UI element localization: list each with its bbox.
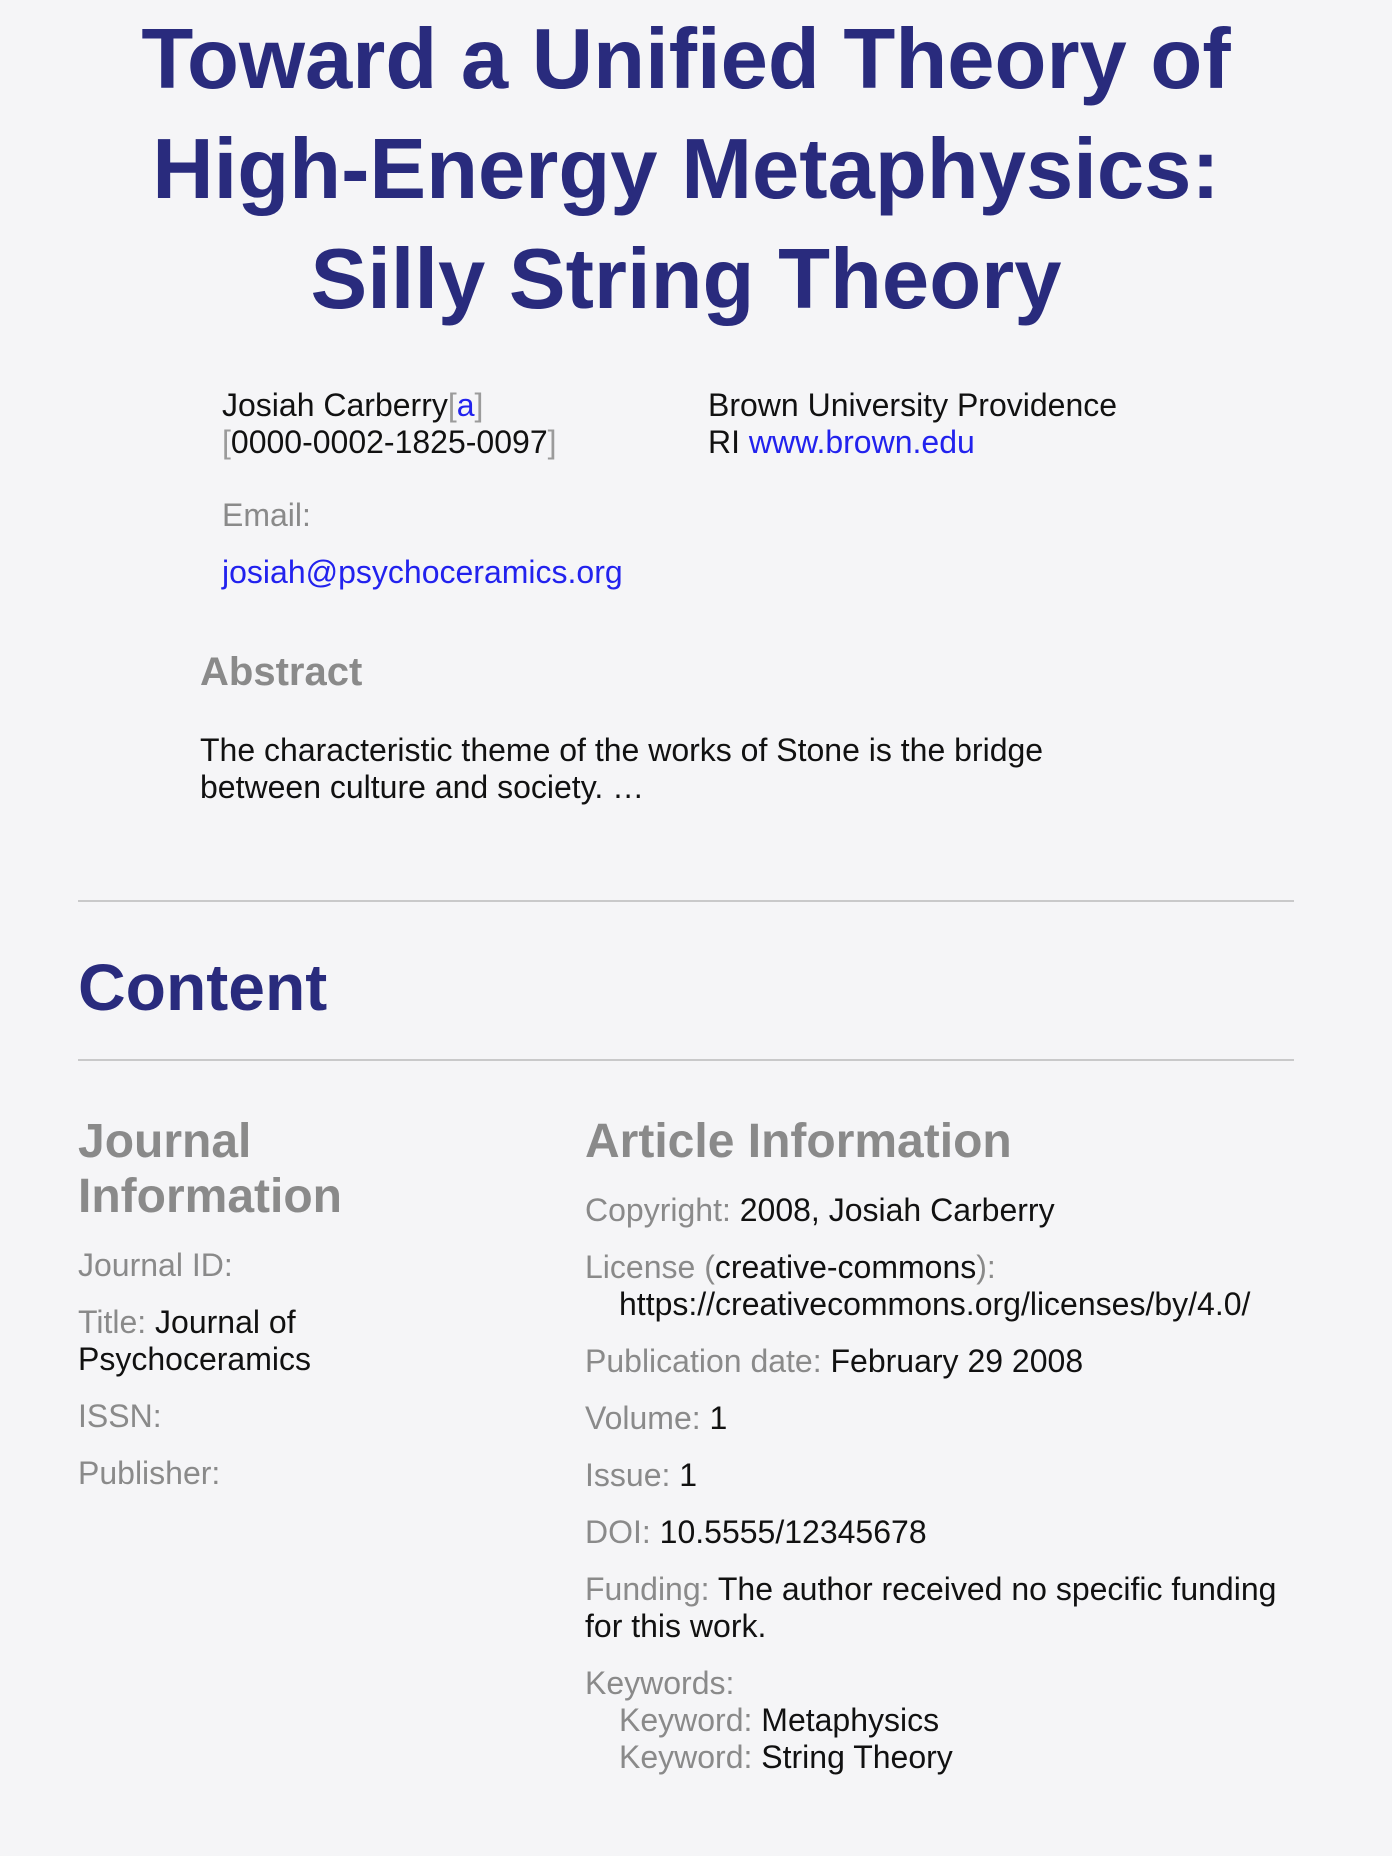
- email-label: Email:: [222, 497, 311, 533]
- publisher-row: [78, 1455, 503, 1492]
- volume-value: 1: [709, 1400, 728, 1436]
- author-footnote-link[interactable]: a: [456, 387, 475, 423]
- article-title: Toward a Unified Theory of High-Energy Metaphysics: Silly String Theory: [141, 12, 1231, 327]
- keyword-value: Metaphysics: [761, 1702, 940, 1738]
- doi-label: DOI:: [585, 1514, 660, 1550]
- journal-id-label: Journal ID:: [78, 1247, 233, 1283]
- content-heading: Content: [78, 950, 328, 1024]
- license-url: https://creativecommons.org/licenses/by/4.0/: [619, 1286, 1251, 1322]
- funding-row: [585, 1571, 1294, 1645]
- journal-information-column: [78, 1114, 503, 1512]
- footnote-bracket-close: ]: [474, 387, 484, 423]
- license-type: creative-commons: [714, 1249, 977, 1285]
- author-column: [222, 387, 708, 461]
- abstract-text: The characteristic theme of the works of Stone is the bridge between culture and society. …: [200, 732, 1044, 805]
- journal-title-value: Journal of Psychoceramics: [78, 1304, 311, 1377]
- volume-row: [585, 1400, 1294, 1437]
- abstract-section: [200, 649, 1140, 806]
- journal-id-row: [78, 1247, 503, 1284]
- publication-date-value: February 29 2008: [830, 1343, 1084, 1379]
- funding-label: Funding:: [585, 1571, 718, 1607]
- doi-value: 10.5555/12345678: [659, 1514, 927, 1550]
- issue-value: 1: [679, 1457, 698, 1493]
- copyright-value: 2008, Josiah Carberry: [739, 1192, 1055, 1228]
- publication-date-row: [585, 1343, 1294, 1380]
- affiliation-state: RI: [708, 424, 749, 460]
- footnote-bracket-open: [: [447, 387, 457, 423]
- license-label-pre: License (: [585, 1249, 715, 1285]
- journal-title-label: Title:: [78, 1304, 156, 1340]
- publisher-label: Publisher:: [78, 1455, 221, 1491]
- journal-title-row: [78, 1304, 503, 1378]
- funding-value: The author received no specific funding for this work.: [585, 1571, 1277, 1644]
- keyword-value: String Theory: [761, 1739, 953, 1775]
- journal-information-heading: Journal Information: [78, 1115, 342, 1223]
- keywords-row: [585, 1665, 1294, 1776]
- author-name-line: [222, 387, 708, 461]
- keywords-label: Keywords:: [585, 1665, 735, 1701]
- affiliation-name: Brown University Providence: [708, 387, 1118, 423]
- email-block: [222, 497, 1294, 591]
- orcid-bracket-close: ]: [547, 424, 557, 460]
- orcid-bracket-open: [: [222, 424, 231, 460]
- author-orcid: 0000-0002-1825-0097: [230, 424, 548, 460]
- divider-bottom: [78, 1059, 1294, 1061]
- email-address-line: [222, 554, 1294, 591]
- email-address-link[interactable]: josiah@psychoceramics.org: [222, 554, 623, 590]
- author-name: Josiah Carberry: [222, 387, 448, 423]
- affiliation-line: [708, 387, 1294, 461]
- keyword-label: Keyword:: [619, 1702, 762, 1738]
- issue-label: Issue:: [585, 1457, 680, 1493]
- keyword-label: Keyword:: [619, 1739, 762, 1775]
- volume-label: Volume:: [585, 1400, 710, 1436]
- copyright-row: [585, 1192, 1294, 1229]
- publication-date-label: Publication date:: [585, 1343, 831, 1379]
- issn-row: [78, 1398, 503, 1435]
- article-information-column: [585, 1114, 1294, 1796]
- affiliation-website-link[interactable]: www.brown.edu: [748, 424, 975, 460]
- abstract-heading: Abstract: [200, 650, 363, 694]
- issn-label: ISSN:: [78, 1398, 162, 1434]
- doi-row: [585, 1514, 1294, 1551]
- affiliation-column: [708, 387, 1294, 461]
- copyright-label: Copyright:: [585, 1192, 740, 1228]
- issue-row: [585, 1457, 1294, 1494]
- metadata-section: [78, 1114, 1294, 1796]
- license-row: [585, 1249, 1294, 1323]
- article-information-heading: Article Information: [585, 1115, 1012, 1168]
- divider-top: [78, 900, 1294, 902]
- license-label-post: ):: [976, 1249, 996, 1285]
- author-block: [222, 387, 1294, 461]
